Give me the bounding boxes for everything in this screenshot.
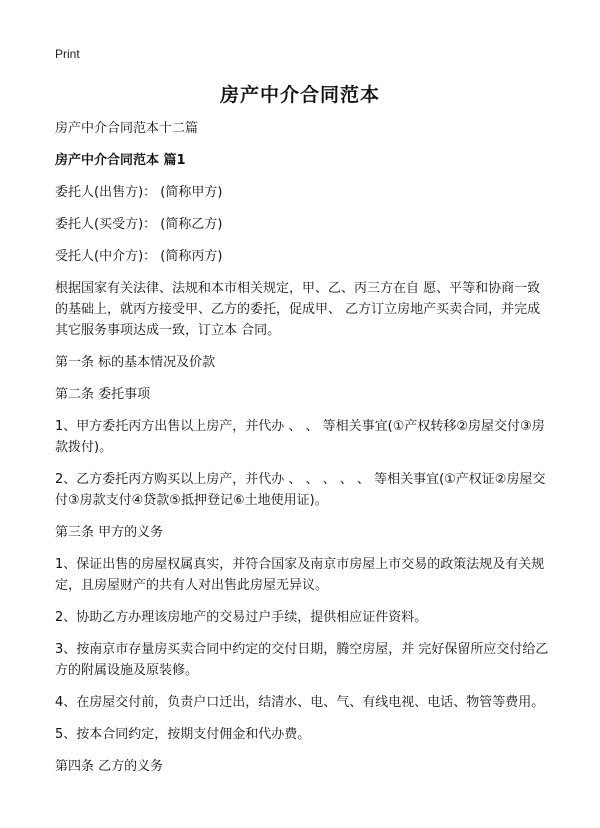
paragraph-clause-3-item-1: 1、保证出售的房屋权属真实，并符合国家及南京市房屋上市交易的政策法规及有关规定，且房屋财产的共有人对出售此房屋无异议。 — [55, 557, 545, 593]
paragraph-clause-3-item-2: 2、协助乙方办理该房地产的交易过户手续，提供相应证件资料。 — [55, 610, 428, 625]
paragraph-agent-line: 受托人(中介方)： (简称丙方) — [55, 249, 223, 264]
paragraph-clause-3-item-4: 4、在房屋交付前，负责户口迁出，结清水、电、气、有线电视、电话、物管等费用。 — [55, 695, 545, 710]
paragraph-clause-2-item-1: 1、甲方委托丙方出售以上房产，并代办 、 、 等相关事宜(①产权转移②房屋交付③房款拨付)。 — [55, 419, 545, 455]
paragraph-buyer-line: 委托人(买受方)： (简称乙方) — [55, 217, 223, 232]
paragraph-article-heading: 房产中介合同范本 篇1 — [55, 153, 186, 168]
document-body — [55, 118, 552, 788]
paragraph-clause-3-item-5: 5、按本合同约定，按期支付佣金和代办费。 — [55, 727, 311, 742]
print-link[interactable]: Print — [55, 47, 80, 61]
paragraph-clause-3-heading: 第三条 甲方的义务 — [55, 525, 164, 540]
document-title: 房产中介合同范本 — [219, 84, 380, 106]
paragraph-clause-4-heading: 第四条 乙方的义务 — [55, 759, 164, 774]
paragraph-seller-line: 委托人(出售方)： (简称甲方) — [55, 185, 223, 200]
paragraph-clause-2-heading: 第二条 委托事项 — [55, 387, 151, 402]
paragraph-preamble: 根据国家有关法律、法规和本市相关规定，甲、乙、丙三方在自 愿、平等和协商一致的基础上，就丙方接受甲、乙方的委托，促成甲、 乙方订立房地产买卖合同，并完成其它服务事项达成一致，订立本 合同。 — [55, 281, 541, 338]
paragraph-clause-2-item-2: 2、乙方委托丙方购买以上房产，并代办 、 、 、 、 、 等相关事宜(①产权证②房屋交付③房款支付④贷款⑤抵押登记⑥土地使用证)。 — [55, 472, 546, 508]
paragraph-collection-title: 房产中介合同范本十二篇 — [55, 121, 199, 136]
paragraph-clause-3-item-3: 3、按南京市存量房买卖合同中约定的交付日期，腾空房屋，并 完好保留所应交付给乙方的附属设施及原装修。 — [55, 642, 549, 678]
paragraph-clause-1-heading: 第一条 标的基本情况及价款 — [55, 355, 216, 370]
